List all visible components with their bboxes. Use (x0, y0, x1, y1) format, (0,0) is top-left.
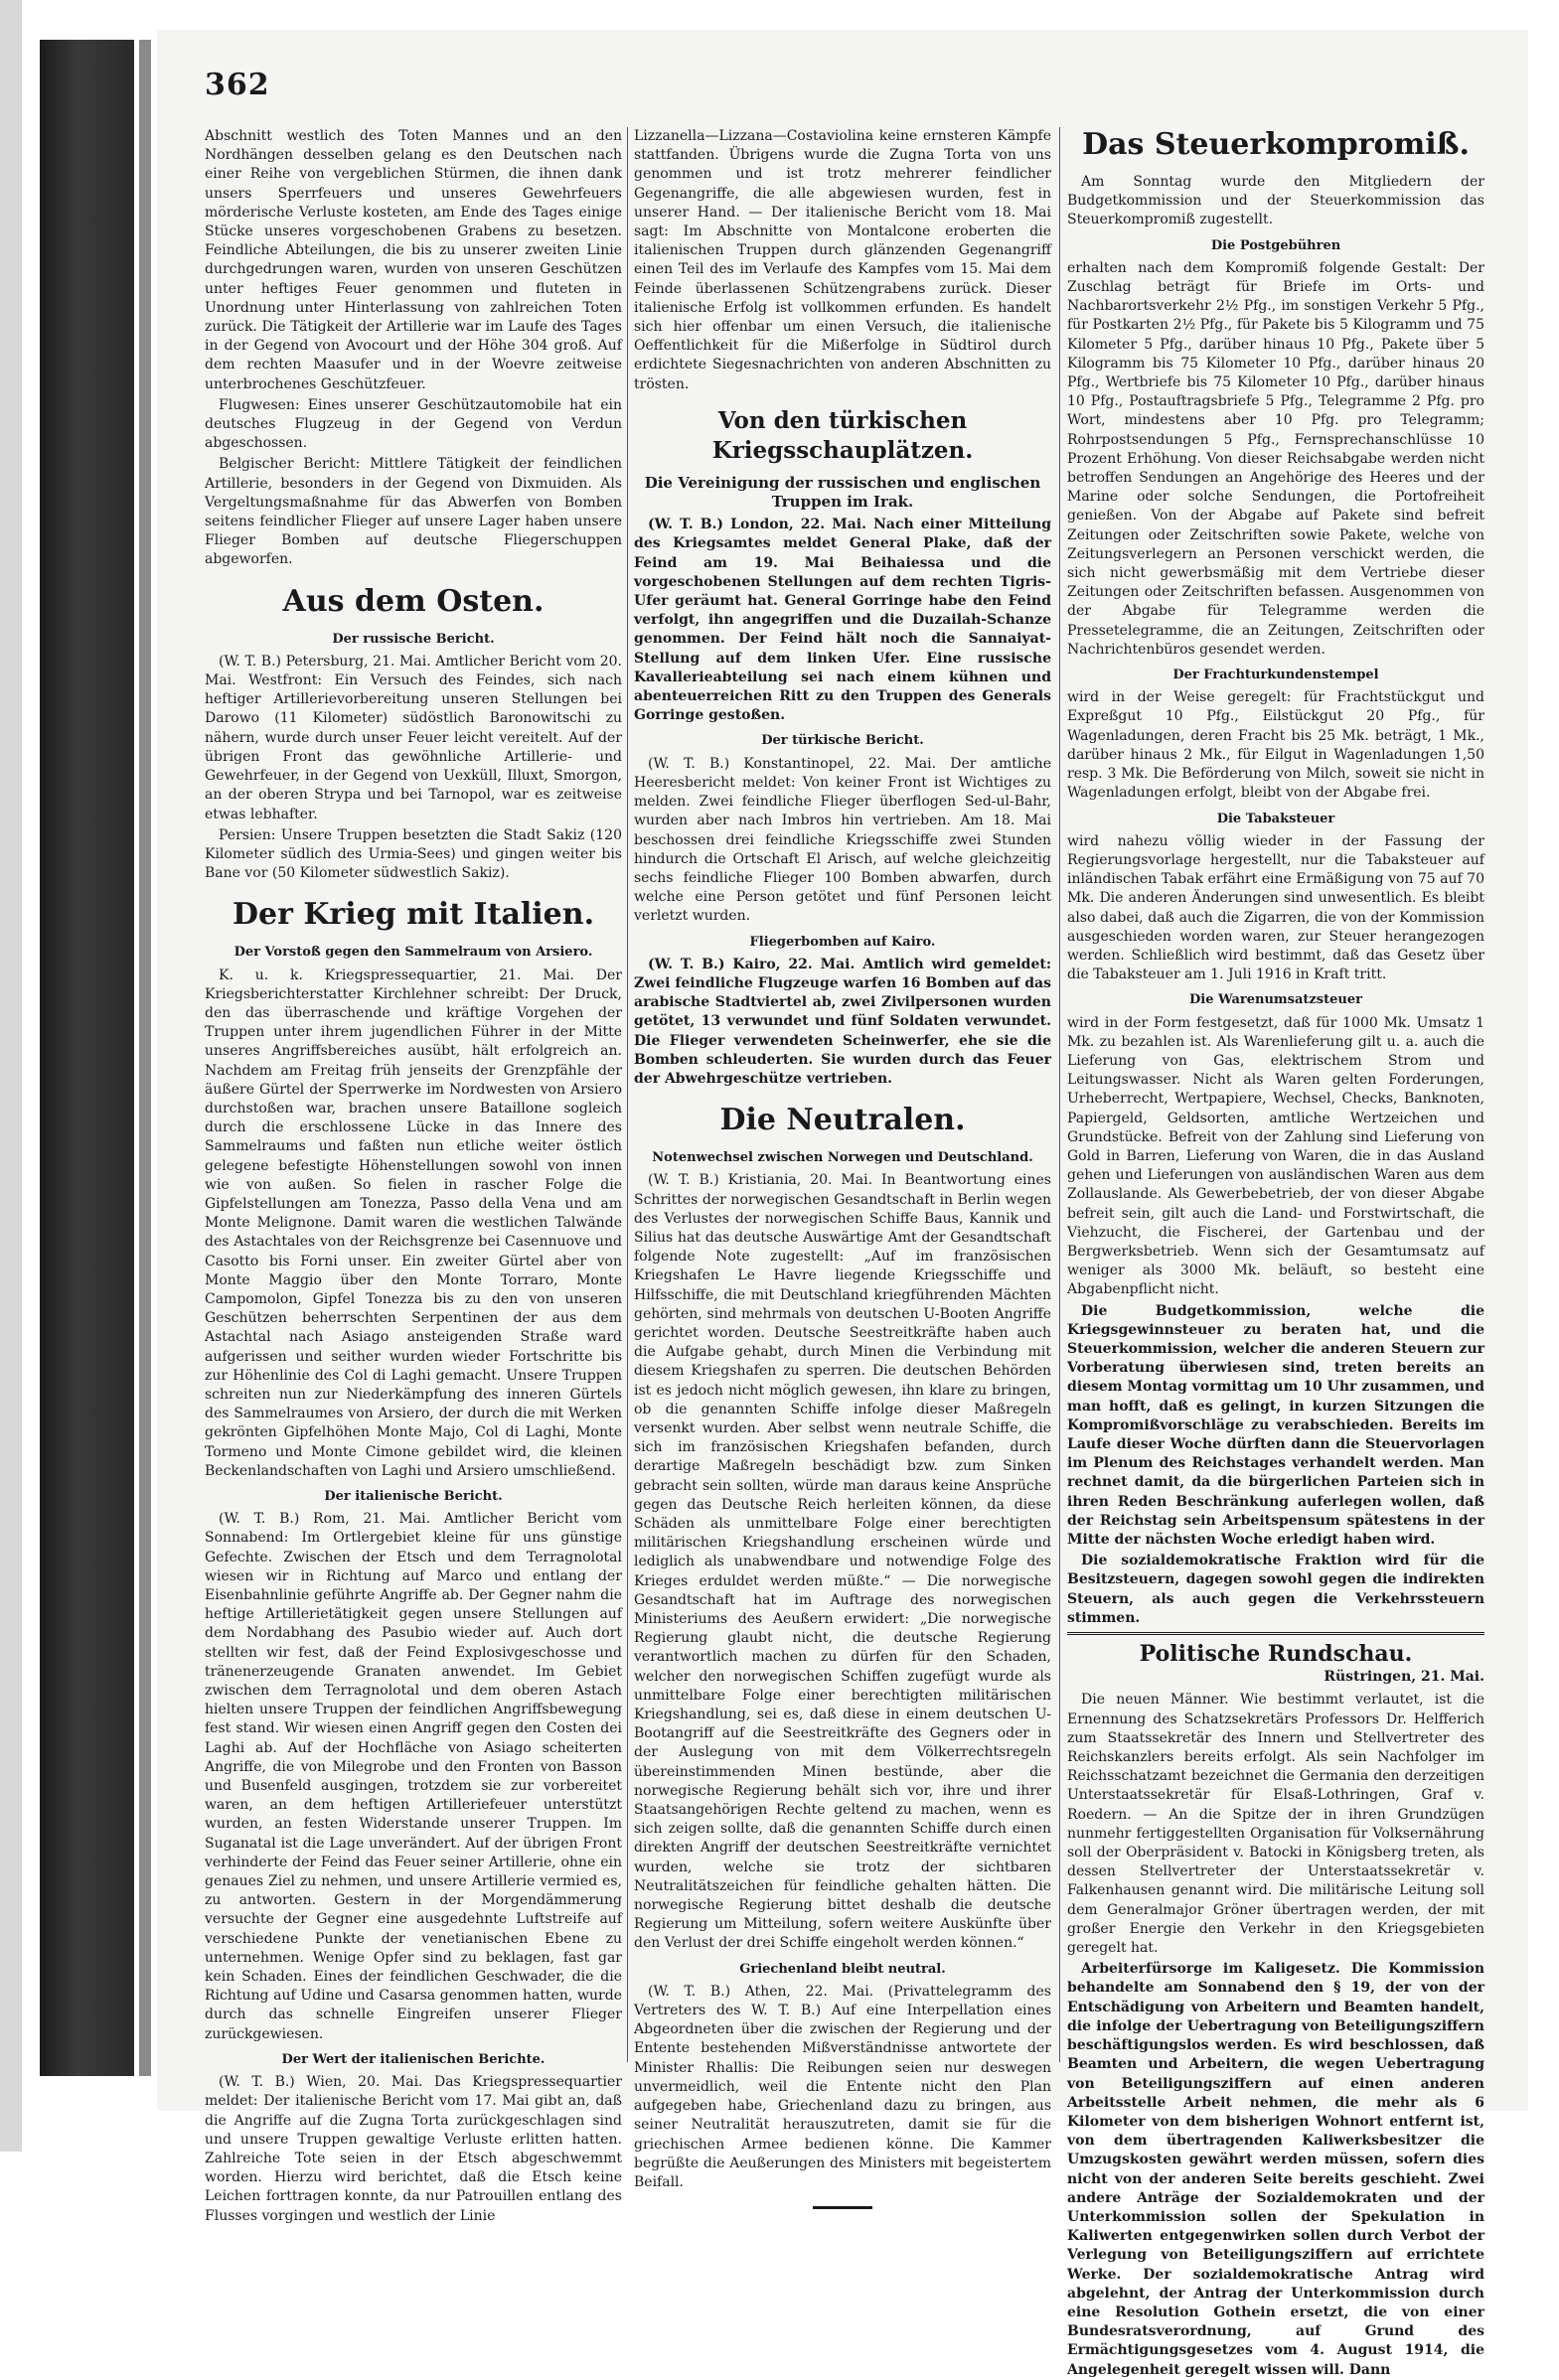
column-right (1067, 127, 1484, 2378)
column-left (205, 127, 622, 2224)
article-subheading: Der türkische Bericht. (761, 733, 924, 749)
article-subheading: Die Tabaksteuer (1216, 811, 1335, 826)
binding-strip (139, 40, 151, 2076)
article-paragraph: wird in der Weise geregelt: für Frachtstückgut und Expreßgut 10 Pfg., Eilstückgut 20 Pfg., für Wagenladungen, deren Fracht bis 25 Mk. beträgt, 1 Mk., darüber hinaus 2 Mk., für Eilgut in Wagenladungen 1,50 resp. 3 Mk. Die Beförderung von Milch, soweit sie nicht in Wagenladungen erfolgt, bleibt von der Abgabe frei. (1067, 689, 1484, 802)
article-subheading: Der Wert der italienischen Berichte. (281, 2051, 546, 2067)
dateline: Rüstringen, 21. Mai. (1324, 1669, 1484, 1686)
article-paragraph: (W. T. B.) London, 22. Mai. Nach einer Mitteilung des Kriegsamtes meldet General Plake, daß der Feind am 19. Mai Beihaiessa und die vorgeschobenen Stellungen auf dem rechten Tigris-Ufer geräumt hat. General Gorringe habe den Feind verfolgt, ihn angegriffen und die Duzailah-Schanze genommen. Der Feind hält noch die Sannaiyat-Stellung auf dem linken Ufer. Eine russische Kavallerieabteilung sei nach einem kühnen und abenteuerreichen Ritt zu den Truppen des Generals Gorringe gestoßen. (634, 517, 1051, 724)
article-paragraph: Am Sonntag wurde den Mitgliedern der Budgetkommission und der Steuerkommission das Steuerkompromiß zugestellt. (1067, 174, 1484, 228)
column-rule (627, 127, 628, 2062)
section-heading: Von den türkischen Kriegsschauplätzen. (711, 406, 974, 464)
section-heading: Die Neutralen. (719, 1103, 966, 1138)
article-paragraph: (W. T. B.) Kristiania, 20. Mai. In Beantwortung eines Schrittes der norwegischen Gesandtschaft in Berlin wegen des Verlustes der norwegischen Schiffe Baus, Kannik und Silius hat das deutsche Auswärtige Amt der Gesandtschaft folgende Note zugestellt: „Auf im französischen Kriegshafen Le Havre liegende Kriegsschiffe und Hilfsschiffe, die mit Deutschland kriegführenden Mächten gehörten, sind mehrmals von deutschen U-Booten Angriffe gerichtet worden. Deutsche Seestreitkräfte haben auch die Aufgabe gehabt, durch Minen die Verbindung mit diesem Kriegshafen zu sperren. Die deutschen Behörden ist es jedoch nicht möglich gewesen, ihn klare zu bringen, ob die genannten Schiffe infolge dieser Maßregeln versenkt wurden. Aber selbst wenn neutrale Schiffe, die sich im französischen Kriegshafen befanden, durch derartige Maßregeln beschädigt bzw. zum Sinken gebracht sein sollten, würde man daraus keine Ansprüche gegen das Deutsche Reich herleiten können, da diese Schäden als unmittelbare Folge einer berechtigten militärischen Kriegshandlung erscheinen würde und lediglich als unabwendbare und notwendige Folge des Krieges erduldet werden müßte.“ — Die norwegische Gesandtschaft hat im Auftrage des norwegischen Ministeriums des Aeußern erwidert: „Die norwegische Regierung glaubt nicht, die deutsche Regierung verantwortlich machen zu dürfen für den Schaden, welcher den norwegischen Schiffen zugefügt wurde als unmittelbare Folge einer berechtigten militärischen Kriegshandlung, sei es, daß diese in einem deutschen U-Bootangriff auf die Seestreitkräfte des Gegners oder in der Auslegung von mit dem Völkerrechtsregeln übereinstimmenden Minen bestünde, aber die norwegische Regierung behält sich vor, ihre und ihrer Staatsangehörigen Rechte geltend zu machen, wenn es sich zeigen sollte, daß die genannten Schiffe durch einen direkten Angriff der deutschen Seestreitkräfte vernichtet wurden, welche sie trotz der sichtbaren Neutralitätszeichen für feindliche gehalten hätten. Die norwegische Regierung bittet deshalb die deutsche Regierung um Mitteilung, sofern weitere Auskünfte über den Verlust der drei Schiffe eingeholt werden können.“ (634, 1172, 1051, 1952)
article-subheading: Der Vorstoß gegen den Sammelraum von Arsiero. (234, 945, 593, 961)
section-heading: Das Steuerkompromiß. (1082, 127, 1470, 162)
section-heading: Der Krieg mit Italien. (232, 897, 595, 933)
article-paragraph: Die Budgetkommission, welche die Kriegsgewinnsteuer zu beraten hat, und die Steuerkommission, welcher die anderen Steuern zur Vorberatung überwiesen sind, treten bereits an diesem Montag vormittag um 10 Uhr zusammen, und man hofft, daß es gelingt, in kurzen Sitzungen die Kompromißvorschläge zu verabschieden. Bereits im Laufe dieser Woche dürften dann die Steuervorlagen im Plenum des Reichstages verhandelt werden. Man rechnet damit, da die bürgerlichen Parteien sich in ihren Reden Beschränkung auferlegen wollen, daß der Reichstag sein Arbeitspensum spätestens in der Mitte der nächsten Woche erledigt haben wird. (1067, 1302, 1484, 1549)
article-paragraph: (W. T. B.) Athen, 22. Mai. (Privattelegramm des Vertreters des W. T. B.) Auf eine Interpellation eines Abgeordneten über die zwischen der Regierung und der Entente bestehenden Mißverständnisse antwortete der Minister Rhallis: Die Reibungen seien nur deswegen unvermeidlich, weil die Entente nicht den Plan aufgegeben habe, Griechenland dazu zu bringen, aus seiner Neutralität herauszutreten, damit sie für die griechischen Armee bedienen könne. Die Kammer begrüßte die Aeußerungen des Ministers mit begeistertem Beifall. (634, 1983, 1051, 2190)
article-subheading: Der Frachturkundenstempel (1172, 668, 1379, 683)
article-paragraph: K. u. k. Kriegspressequartier, 21. Mai. Der Kriegsberichterstatter Kirchlehner schreibt: Der Druck, den das überraschende und kräftige Vorgehen der Truppen unter ihrem jugendlichen Führer in der Mitte unseres Angriffsbereiches ausübt, hält erfolgreich an. Nachdem am Freitag früh jenseits der Grenzpfähle der äußere Gürtel der Sperrwerke im Nordwesten von Arsiero durchstoßen war, brachen unsere Bataillone sogleich durch die erschlossene Lücke in das Innere des Sammelraums und faßten nun etliche weiter östlich gelegene befestigte Höhenstellungen sowohl von innen wie von außen. So fielen in rascher Folge die Gipfelstellungen am Tonezza, Passo della Vena und am Monte Melignone. Damit waren die westlichen Talwände des Astachtales von der Reichsgrenze bei Casennuove und Casotto bis Forni unser. Ein zweiter Gürtel aber von Monte Maggio über den Monte Torraro, Monte Campomolon, Gipfel Tonezza bis zu den von unseren Geschützen beherrschten Serpentinen der aus dem Astachtal nach Asiago ansteigenden Straße ward aufgerissen und seither wurden wieder Fortschritte bis zur Höhenlinie des Col di Laghi gemacht. Unsere Truppen schreiten nun zur Niederkämpfung des inneren Gürtels des Sammelraumes von Arsiero, der durch die mit Werken gekrönten Gipfelhöhen Monte Majo, Col di Laghi, Monte Tormeno und Monte Cimone gebildet wird, die kleinen Beckenlandschaften von Laghi und Arsiero umschließend. (205, 967, 622, 1479)
book-binding (40, 40, 134, 2076)
article-paragraph: Belgischer Bericht: Mittlere Tätigkeit der feindlichen Artillerie, besonders in der Gegend von Dixmuiden. Als Vergeltungsmaßnahme für das Abwerfen von Bomben seitens feindlicher Flieger auf unsere Lager haben unsere Flieger Bomben auf deutsche Fliegerschuppen abgeworfen. (205, 456, 622, 568)
section-heading: Aus dem Osten. (282, 583, 545, 619)
scan-edge (0, 0, 22, 2152)
article-paragraph: Arbeiterfürsorge im Kaligesetz. Die Kommission behandelte am Sonnabend den § 19, der von der Entschädigung von Arbeitern und Beamten handelt, die infolge der Uebertragung von Beteiligungsziffern beschäftigungslos werden. Es wird beschlossen, daß Beamten und Arbeitern, die wegen Uebertragung von Beteiligungsziffern auf einen anderen Arbeitsstelle Arbeit nehmen, die mehr als 6 Kilometer von dem bisherigen Wohnort entfernt ist, von dem übertragenden Kaliwerksbesitzer die Umzugskosten gewährt werden müssen, sofern dies nicht von der anderen Seite bereits geschieht. Zwei andere Anträge der Sozialdemokraten und der Unterkommission sollen der Spekulation in Kaliwerten entgegenwirken sollen durch Verbot der Verlegung von Beteiligungsziffern auf errichtete Werke. Der sozialdemokratische Antrag wird abgelehnt, der Antrag der Unterkommission durch eine Resolution Gothein ersetzt, die von einer Bundesratsverordnung, auf Grund des Ermächtigungsgesetzes vom 4. August 1914, die Angelegenheit geregelt wissen will. Dann (1067, 1961, 1484, 2378)
article-subheading: Der italienische Bericht. (324, 1489, 503, 1504)
page-number: 362 (205, 68, 270, 102)
column-middle (634, 127, 1051, 2190)
article-paragraph: Flugwesen: Eines unserer Geschützautomobile hat ein deutsches Flugzeug in der Gegend von Verdun abgeschossen. (205, 396, 622, 452)
article-paragraph: (W. T. B.) Petersburg, 21. Mai. Amtlicher Bericht vom 20. Mai. Westfront: Ein Versuch des Feindes, sich nach heftiger Artillerievorbereitung unseren Stellungen bei Darowo (11 Kilometer) südöstlich Baronowitschi zu nähern, wurde durch unser Feuer leicht vereitelt. Auf der übrigen Front das gewöhnliche Artillerie- und Gewehrfeuer, in der Gegend von Uexküll, Illuxt, Smorgon, an der oberen Strypa und bei Tarnopol, war es zeitweise etwas lebhafter. (205, 653, 622, 822)
article-subheading: Die Vereinigung der russischen und englischen Truppen im Irak. (644, 473, 1041, 512)
article-subheading: Die Postgebühren (1210, 237, 1341, 253)
end-rule (813, 2206, 872, 2209)
article-paragraph: Persien: Unsere Truppen besetzten die Stadt Sakiz (120 Kilometer südlich des Urmia-Sees) und gingen weiter bis Bane vor (50 Kilometer südwestlich Sakiz). (205, 826, 622, 882)
article-paragraph: wird in der Form festgesetzt, daß für 1000 Mk. Umsatz 1 Mk. zu bezahlen ist. Als Warenlieferung gilt u. a. auch die Lieferung von Gas, elektrischem Strom und Leitungswasser. Nicht als Waren gelten Forderungen, Urheberrecht, Wertpapiere, Wechsel, Checks, Banknoten, Papiergeld, Geldsorten, amtliche Wertzeichen und Grundstücke. Befreit von der Zahlung sind Lieferung von Gold in Barren, Lieferung von Waren, die in das Ausland gehen und Lieferungen von ausländischen Waren aus dem Zollauslande. Als Gewerbebetrieb, der von dieser Abgabe befreit sein, gilt auch die Land- und Forstwirtschaft, die Viehzucht, die Fischerei, der Gartenbau und der Bergwerksbetrieb. Wenn sich der Gesamtumsatz auf weniger als 3000 Mk. beläuft, so besteht eine Abgabenpflicht nicht. (1067, 1014, 1484, 1298)
column-rule (1059, 127, 1060, 2062)
article-paragraph: (W. T. B.) Rom, 21. Mai. Amtlicher Bericht vom Sonnabend: Im Ortlergebiet kleine für uns günstige Gefechte. Zwischen der Etsch und dem Terragnolotal wiesen wir in Richtung auf Marco und entlang der Eisenbahnlinie geführte Angriffe ab. Der Gegner nahm die heftige Artillerietätigkeit gegen unsere Stellungen auf dem Nordabhang des Pasubio wieder auf. Auch dort stellten wir fest, daß der Feind Explosivgeschosse und tränenerzeugende Granaten anwendet. Im Gebiet zwischen dem Terragnolotal und dem oberen Astach hielten unsere Truppen der feindlichen Angriffsbewegung fest stand. Wir wiesen einen Angriff gegen den Costen dei Laghi ab. Auf der Hochfläche von Asiago scheiterten Angriffe, die von Milegrobe und den Fronten von Basson und Busenfeld ausgingen, trotzdem sie zur vorbereitet waren, an dem heftigen Artilleriefeuer unterstützt wurden, an festen Widerstande unserer Truppen. Im Suganatal ist die Lage unverändert. Auf der übrigen Front verhinderte der Feind das Feuer seiner Artillerie, ohne ein genaues Ziel zu nehmen, und unsere Artillerie vermied es, zu antworten. Gestern in der Morgendämmerung versuchte der Gegner eine ausgedehnte Luftstreife auf verschiedene Punkte der venetianischen Ebene zu unternehmen. Wenige Opfer sind zu beklagen, fast gar kein Schaden. Eines der feindlichen Geschwader, die die Richtung auf Udine und Casarsa genommen hatten, wurde durch das schnelle Eingreifen unserer Flieger zurückgewiesen. (205, 1511, 622, 2042)
article-paragraph: wird nahezu völlig wieder in der Fassung der Regierungsvorlage hergestellt, nur die Tabaksteuer auf inländischen Tabak erfährt eine Ermäßigung von 75 auf 70 Mk. Die anderen Änderungen sind unwesentlich. Es bleibt also dabei, daß auch die Zigarren, die von der Kommission ausgeschieden worden waren, zur Steuer herangezogen werden. Schließlich wird bestimmt, daß das Gesetz über die Tabaksteuer am 1. Juli 1916 in Kraft tritt. (1067, 832, 1484, 983)
article-paragraph: (W. T. B.) Kairo, 22. Mai. Amtlich wird gemeldet: Zwei feindliche Flugzeuge warfen 16 Bomben auf das arabische Stadtviertel ab, zwei Zivilpersonen wurden getötet, 13 verwundet und fünf Soldaten verwundet. Die Flieger verwendeten Scheinwerfer, ehe sie die Bomben schleuderten. Sie wurden durch das Feuer der Abwehrgeschütze vertrieben. (634, 956, 1051, 1087)
article-paragraph: (W. T. B.) Wien, 20. Mai. Das Kriegspressequartier meldet: Der italienische Bericht vom 17. Mai gibt an, daß die Angriffe auf die Zugna Torta zurückgeschlagen sind und unsere Truppen gewaltige Verluste erlitten hatten. Zahlreiche Tote seien in der Etsch abgeschwemmt worden. Hierzu wird berichtet, daß die Etsch keine Leichen forttragen konnte, da nur Patrouillen entlang des Flusses vorgingen und westlich der Linie (205, 2074, 622, 2224)
article-subheading: Der russische Bericht. (332, 631, 495, 647)
article-paragraph: Die neuen Männer. Wie bestimmt verlautet, ist die Ernennung des Schatzsekretärs Professors Dr. Helfferich zum Staatssekretär des Innern und Stellvertreter des Reichskanzlers bereits erfolgt. Als sein Nachfolger im Reichsschatzamt bezeichnet die Germania den derzeitigen Unterstaatssekretär für Elsaß-Lothringen, Graf v. Roedern. — An die Spitze der in ihren Grundzügen nunmehr fertiggestellten Organisation für Volksernährung soll der Oberpräsident v. Batocki in Königsberg treten, als dessen Stellvertreter der Unterstaatssekretär v. Falkenhausen genannt wird. Die militärische Leitung soll dem Generalmajor Gröner übertragen werden, der mit großer Energie den Verkehr in den Kriegsgebieten geregelt hat. (1067, 1692, 1484, 1957)
article-subheading: Die Warenumsatzsteuer (1189, 992, 1362, 1008)
article-subheading: Griechenland bleibt neutral. (739, 1961, 946, 1977)
article-paragraph: Abschnitt westlich des Toten Mannes und an den Nordhängen desselben gelang es den Deutschen nach einer Reihe von vergeblichen Stürmen, die ihnen dank unsers Sperrfeuers und unseres Gewehrfeuers mörderische Verluste kosteten, am Ende des Tages einige Stücke unseres vorgeschobenen Grabens zu besetzen. Feindliche Abteilungen, die bis zu unserer zweiten Linie durchgedrungen waren, wurden von unseren Geschützen unter heftiges Feuer genommen und fluteten in Unordnung unter Hinterlassung von zahlreichen Toten zurück. Die Tätigkeit der Artillerie war im Laufe des Tages in der Gegend von Avocourt und der Höhe 304 groß. Auf dem rechten Maasufer und in der Woevre zeitweise unterbrochenes Geschützfeuer. (205, 128, 622, 392)
article-subheading: Notenwechsel zwischen Norwegen und Deutschland. (652, 1150, 1033, 1166)
article-paragraph: (W. T. B.) Konstantinopel, 22. Mai. Der amtliche Heeresbericht meldet: Von keiner Front ist Wichtiges zu melden. Zwei feindliche Flieger überflogen Sed-ul-Bahr, wurden aber nach Imbros hin vertrieben. Am 18. Mai beschossen drei feindliche Kriegsschiffe zwei Stunden hindurch die Ortschaft El Arisch, auf welche gleichzeitig sechs feindliche Flieger 100 Bomben abwarfen, durch welche eine Person getötet und fünf Personen leicht verletzt wurden. (634, 755, 1051, 925)
article-paragraph: Lizzanella—Lizzana—Costaviolina keine ernsteren Kämpfe stattfanden. Übrigens wurde die Zugna Torta von uns genommen und ist trotz mehrerer feindlicher Gegenangriffe, die alle abgewiesen wurden, fest in unserer Hand. — Der italienische Bericht vom 18. Mai sagt: Im Abschnitte von Montalcone eroberten die italienischen Truppen durch glänzenden Gegenangriff einen Teil des im Verlaufe des Kampfes vom 15. Mai dem Feinde überlassenen Schützengrabens zurück. Dieser italienische Erfolg ist vollkommen erfunden. Es handelt sich hier offenbar um einen Versuch, die italienische Oeffentlichkeit für die Mißerfolge in Südtirol durch erdichtete Siegesnachrichten von anderen Abschnitten zu trösten. (634, 128, 1051, 392)
section-heading: Politische Rundschau. (1067, 1632, 1484, 1664)
article-subheading: Fliegerbomben auf Kairo. (749, 934, 936, 950)
article-paragraph: Die sozialdemokratische Fraktion wird für die Besitzsteuern, dagegen sowohl gegen die indirekten Steuern, als auch gegen die Verkehrssteuern stimmen. (1067, 1553, 1484, 1626)
article-paragraph: erhalten nach dem Kompromiß folgende Gestalt: Der Zuschlag beträgt für Briefe im Orts- und Nachbarortsverkehr 2½ Pfg., im sonstigen Verkehr 5 Pfg., für Postkarten 2½ Pfg., für Pakete bis 5 Kilogramm und 75 Kilometer 5 Pfg., darüber hinaus 10 Pfg., Pakete über 5 Kilogramm bis 75 Kilometer 10 Pfg., darüber hinaus 20 Pfg., Wertbriefe bis 75 Kilometer 10 Pfg., darüber hinaus 10 Pfg., Postauftragsbriefe 5 Pfg., Telegramme 2 Pfg. pro Wort, mindestens aber 10 Pfg. pro Telegramm; Rohrpostsendungen 5 Pfg., Fernsprechanschlüsse 10 Prozent Erhöhung. Von dieser Reichsabgabe werden nicht betroffen Sendungen an Angehörige des Heeres und der Marine oder solche Sendungen, die Portofreiheit genießen. Von der Abgabe auf Pakete sind befreit Zeitungen oder Zeitschriften sowie Pakete, welche von Zeitungsverlegern an Personen verschickt werden, die sich nicht gewerbsmäßig mit dem Vertriebe dieser Zeitungen oder Zeitschriften befassen. Ausgenommen von der Abgabe für Telegramme werden die Pressetelegramme, die an Zeitungen, Zeitschriften oder Nachrichtenbüros gesendet werden. (1067, 259, 1484, 658)
